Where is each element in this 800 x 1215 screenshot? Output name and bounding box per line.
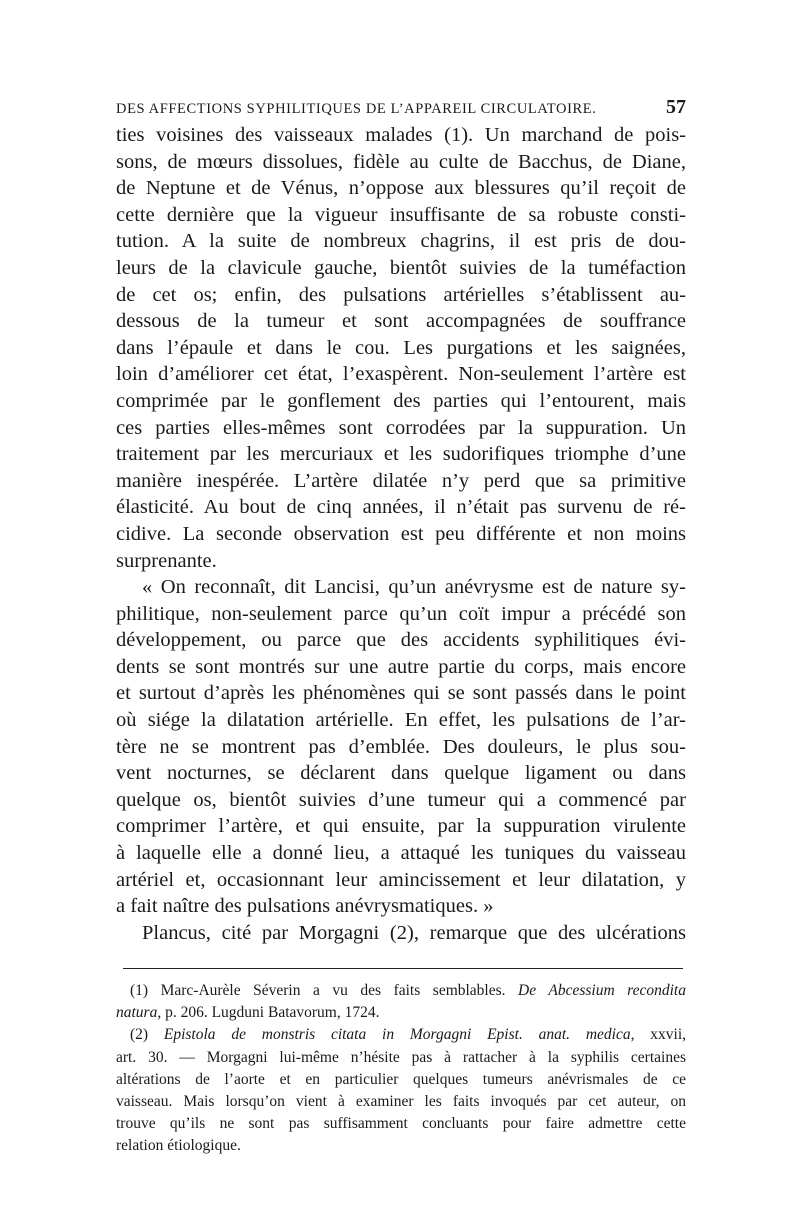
text-line: artériel et, occasionnant leur amincissement et leur dilatation, y — [116, 868, 686, 891]
text-line: dans l’épaule et dans le cou. Les purgations et les saignées, — [116, 336, 686, 359]
text-line: ces parties elles-mêmes sont corrodées par la suppuration. Un — [116, 416, 686, 439]
page-header — [116, 96, 686, 119]
text-line: et surtout d’après les phénomènes qui se sont passés dans le point — [116, 682, 686, 705]
text-line: Plancus, cité par Morgagni (2), remarque que des ulcérations — [142, 921, 686, 944]
body-text — [116, 122, 686, 946]
footnote-text: (1) Marc-Aurèle Séverin a vu des faits semblables. — [130, 982, 519, 999]
text-line: philitique, non-seulement parce qu’un coït impur a précédé son — [116, 602, 686, 625]
text-line: sons, de mœurs dissolues, fidèle au culte de Bacchus, de Diane, — [116, 150, 686, 173]
footnotes — [116, 980, 686, 1158]
text-line: tère ne se montrent pas d’emblée. Des douleurs, le plus sou- — [116, 735, 686, 758]
text-line: traitement par les mercuriaux et les sudorifiques triomphe d’une — [116, 443, 686, 466]
footnote-line: vaisseau. Mais lorsqu’on vient à examiner les faits invoqués par cet auteur, on — [116, 1092, 686, 1110]
footnote-text: , xxvii, — [630, 1026, 686, 1044]
footnote-line: art. 30. — Morgagni lui-même n’hésite pas à rattacher à la syphilis certaines — [116, 1048, 686, 1066]
footnote-text: , p. 206. Lugduni Batavorum, 1724. — [157, 1004, 380, 1022]
text-line: tution. A la suite de nombreux chagrins, il est pris de dou- — [116, 230, 686, 253]
text-line: ties voisines des vaisseaux malades (1). Un marchand de pois- — [116, 124, 686, 146]
footnote-2 — [116, 1024, 686, 1046]
text-line: à laquelle elle a donné lieu, a attaqué les tuniques du vaisseau — [116, 842, 686, 865]
text-line: surprenante. — [116, 549, 217, 572]
text-line: comprimée par le gonflement des parties qui l’entourent, mais — [116, 389, 686, 412]
text-line: dents se sont montrés sur une autre partie du corps, mais encore — [116, 655, 686, 678]
footnote-rule — [123, 968, 683, 969]
footnote-line: relation étiologique. — [116, 1137, 241, 1155]
footnote-title: Epistola de monstris citata in Morgagni Epist. anat. medica — [163, 1026, 631, 1044]
footnote-line: altérations de l’aorte et en particulier quelques tumeurs anévrismales de ce — [116, 1070, 686, 1088]
text-line: leurs de la clavicule gauche, bientôt suivies de la tuméfaction — [116, 256, 686, 279]
text-line: où siége la dilatation artérielle. En effet, les pulsations de l’ar- — [116, 709, 686, 732]
footnote-text: (2) — [130, 1026, 164, 1044]
text-line: dessous de la tumeur et sont accompagnées de souffrance — [116, 310, 686, 333]
text-line: a fait naître des pulsations anévrysmatiques. » — [116, 895, 494, 918]
running-head: DES AFFECTIONS SYPHILITIQUES DE L’APPAREIL CIRCULATOIRE. — [116, 101, 597, 117]
footnote-title: De Abcessium recondita — [518, 982, 686, 999]
text-line: quelque os, bientôt suivies d’une tumeur qui a commencé par — [116, 788, 686, 811]
text-line: comprimer l’artère, et qui ensuite, par la suppuration virulente — [116, 815, 686, 838]
text-line: manière inespérée. L’artère dilatée n’y perd que sa primitive — [116, 469, 686, 492]
footnote-line — [116, 1002, 686, 1024]
footnote-title: natura — [116, 1004, 158, 1022]
text-line: cette dernière que la vigueur insuffisante de sa robuste consti- — [116, 203, 686, 226]
text-line: « On reconnaît, dit Lancisi, qu’un anévrysme est de nature sy- — [142, 576, 686, 599]
text-line: de Neptune et de Vénus, n’oppose aux blessures qu’il reçoit de — [116, 177, 686, 200]
text-line: cidive. La seconde observation est peu différente et non moins — [116, 522, 686, 545]
text-line: développement, ou parce que des accidents syphilitiques évi- — [116, 629, 686, 652]
text-line: vent nocturnes, se déclarent dans quelque ligament ou dans — [116, 762, 686, 785]
text-line: élasticité. Au bout de cinq années, il n’était pas survenu de ré- — [116, 496, 686, 519]
text-line: de cet os; enfin, des pulsations artérielles s’établissent au- — [116, 283, 686, 306]
page-number: 57 — [666, 96, 686, 118]
footnote-line: trouve qu’ils ne sont pas suffisamment concluants pour faire admettre cette — [116, 1115, 686, 1133]
footnote-1 — [116, 980, 686, 1002]
text-line: loin d’améliorer cet état, l’exaspèrent. Non-seulement l’artère est — [116, 363, 686, 386]
